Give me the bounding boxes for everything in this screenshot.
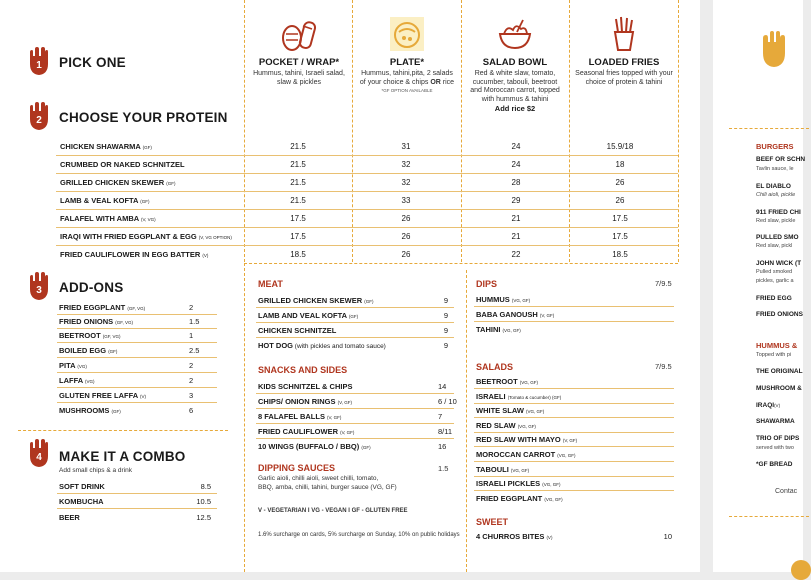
svg-text:2: 2: [36, 115, 42, 126]
column-title: POCKET / WRAP*: [258, 57, 340, 68]
menu-item-desc: Pulled smoked: [756, 269, 793, 275]
menu-item: FRIED EGG: [756, 295, 792, 302]
salad-row: ISRAELI (Tomato & cucumber) (GF): [474, 390, 674, 404]
column-description: Red & white slaw, tomato, cucumber, tabouli, beetroot and Moroccan carrot, topped with hummus & tahini: [470, 70, 560, 103]
menu-item: JOHN WICK (T: [756, 260, 802, 267]
addon-row: GLUTEN FREE LAFFA (V) 3: [57, 389, 217, 403]
column-divider: [678, 0, 679, 262]
column-pocket-wrap: [252, 14, 346, 87]
salad-row: BEETROOT (VG, GF): [474, 375, 674, 389]
salad-row: TABOULI (VG, GF): [474, 463, 674, 477]
combo-subtitle: Add small chips & a drink: [59, 467, 132, 474]
step-2-title: CHOOSE YOUR PROTEIN: [59, 110, 228, 125]
addon-row: BEETROOT (GF, VG) 1: [57, 329, 217, 343]
salad-bowl-icon: [495, 14, 535, 54]
dip-row: TAHINI (VG, GF): [476, 325, 521, 334]
menu-item: *GF BREAD: [756, 461, 793, 468]
menu-item: SHAWARMA: [756, 418, 795, 425]
plate-icon: [387, 14, 427, 54]
column-description: Hummus, tahini,pita, 2 salads of your choice & chips OR rice: [359, 70, 455, 86]
snack-row: 8 FALAFEL BALLS (V, GF) 7: [256, 410, 454, 424]
menu-item-desc: Red slaw, pickl: [756, 243, 793, 249]
menu-item: BEEF OR SCHN: [756, 156, 806, 163]
column-description: Hummus, tahini, Israeli salad, slaw & pickles: [253, 70, 345, 86]
fries-icon: [604, 14, 644, 54]
addon-row: MUSHROOMS (GF) 6: [59, 406, 194, 415]
dips-price: 7/9.5: [655, 279, 672, 288]
step-3-hamsa-icon: [26, 271, 52, 301]
salads-price: 7/9.5: [655, 362, 672, 371]
salad-row: WHITE SLAW (VG, GF): [474, 404, 674, 418]
dipping-description: BBQ, amba, chilli, tahini, burger sauce (VG, GF): [258, 484, 397, 491]
sweet-title: SWEET: [476, 517, 509, 527]
svg-text:3: 3: [36, 285, 42, 296]
section-divider: [18, 430, 228, 431]
column-loaded-fries: [575, 14, 673, 87]
menu-item: THE ORIGINAL: [756, 368, 803, 375]
svg-text:1: 1: [36, 60, 42, 71]
snack-row: 10 WINGS (BUFFALO / BBQ) (GF) 16: [258, 442, 447, 451]
dietary-legend: V - VEGETARIAN I VG - VEGAN I GF - GLUTEN FREE: [258, 508, 408, 514]
dip-row: HUMMUS (VG, GF): [474, 293, 674, 307]
column-plate: [358, 14, 456, 93]
step-1-hamsa-icon: [26, 46, 52, 76]
menu-item-desc: pickles, garlic a: [756, 278, 794, 284]
salads-title: SALADS: [476, 362, 514, 372]
combo-row: BEER 12.5: [59, 513, 211, 522]
column-description: Seasonal fries topped with your choice of protein & tahini: [575, 70, 673, 86]
menu-item: TRIO OF DIPS: [756, 435, 800, 442]
meat-row: GRILLED CHICKEN SKEWER (GF) 9: [256, 294, 454, 308]
step-2-hamsa-icon: [26, 101, 52, 131]
meat-title: MEAT: [258, 279, 283, 289]
snack-row: CHIPS/ ONION RINGS (V, GF) 6 / 10: [256, 395, 454, 409]
protein-row: CHICKEN SHAWARMA (GF) 21.5 31 24 15.9/18: [56, 138, 678, 156]
salad-row: RED SLAW WITH MAYO (V, GF): [474, 433, 674, 447]
meat-row: CHICKEN SCHNITZEL 9: [256, 324, 454, 338]
menu-item-desc: served with two: [756, 445, 794, 451]
hummus-title: HUMMUS &: [756, 341, 798, 350]
salad-row: MOROCCAN CARROT (VG, GF): [474, 448, 674, 462]
combo-row: KOMBUCHA 10.5: [57, 495, 217, 509]
snacks-title: SNACKS AND SIDES: [258, 365, 348, 375]
dipping-title: DIPPING SAUCES: [258, 463, 336, 473]
sweet-row: 4 CHURROS BITES (V) 10: [476, 532, 672, 541]
snack-row: KIDS SCHNITZEL & CHIPS 14: [256, 380, 454, 394]
addon-row: PITA (VG) 2: [57, 359, 217, 373]
protein-row: CRUMBED OR NAKED SCHNITZEL 21.5 32 24 18: [56, 156, 678, 174]
next-menu-page: [713, 0, 806, 572]
decorative-corner: [791, 560, 811, 580]
dipping-description: Garlic aioli, chilli aioli, sweet chilli, tomato,: [258, 475, 379, 482]
meat-row: HOT DOG (with pickles and tomato sauce) 9: [258, 341, 448, 350]
protein-row: LAMB & VEAL KOFTA (GF) 21.5 33 29 26: [56, 192, 678, 210]
step-1-title: PICK ONE: [59, 55, 126, 70]
protein-row: FALAFEL WITH AMBA (V, VG) 17.5 26 21 17.5: [56, 210, 678, 228]
svg-text:4: 4: [36, 452, 42, 463]
menu-item: IRAQI(V): [756, 402, 781, 409]
section-divider: [244, 263, 245, 572]
salad-row: ISRAELI PICKLES (VG, GF): [474, 477, 674, 491]
dip-row: BABA GANOUSH (V, GF): [474, 308, 674, 322]
addon-row: BOILED EGG (GF) 2.5: [57, 344, 217, 358]
step-3-title: ADD-ONS: [59, 280, 124, 295]
dips-title: DIPS: [476, 279, 498, 289]
surcharge-note: 1.6% surcharge on cards, 5% surcharge on Sunday, 10% on public holidays: [258, 532, 460, 538]
addon-row: FRIED ONIONS (GF, VG) 1.5: [57, 315, 217, 329]
menu-item: MUSHROOM &: [756, 385, 802, 392]
protein-row: GRILLED CHICKEN SKEWER (GF) 21.5 32 28 26: [56, 174, 678, 192]
step-4-hamsa-icon: [26, 438, 52, 468]
hummus-subtitle: Topped with pi: [756, 352, 792, 358]
snack-row: FRIED CAULIFLOWER (V, GF) 8/11: [256, 425, 454, 439]
combo-row: SOFT DRINK 8.5: [57, 480, 217, 494]
menu-item-desc: Chili aioli, pickle: [756, 192, 796, 198]
menu-item-desc: Red slaw, pickle: [756, 218, 796, 224]
menu-item: FRIED ONIONS: [756, 311, 803, 318]
column-title: SALAD BOWL: [482, 57, 548, 68]
menu-item: PULLED SMO: [756, 234, 799, 241]
addon-row: LAFFA (VG) 2: [57, 374, 217, 388]
column-title: LOADED FRIES: [588, 57, 660, 68]
section-divider: [244, 263, 678, 264]
salad-row: FRIED EGGPLANT (VG, GF): [476, 494, 563, 503]
page-divider: [729, 128, 809, 129]
protein-row: IRAQI WITH FRIED EGGPLANT & EGG (V, VG OPTION) 17.5 26 21 17.5: [56, 228, 678, 246]
menu-item: EL DIABLO: [756, 183, 791, 190]
burgers-title: BURGERS: [756, 142, 794, 151]
section-divider: [466, 270, 467, 572]
meat-row: LAMB AND VEAL KOFTA (GF) 9: [256, 309, 454, 323]
menu-item: 911 FRIED CHI: [756, 209, 801, 216]
wrap-icon: [279, 14, 319, 54]
column-note: *GF OPTION AVAILABLE: [381, 88, 433, 93]
protein-row: FRIED CAULIFLOWER IN EGG BATTER (V) 18.5 26 22 18.5: [60, 250, 628, 259]
page-divider: [729, 516, 809, 517]
column-salad-bowl: [466, 14, 564, 113]
addon-row: FRIED EGGPLANT (GF, VG) 2: [57, 301, 217, 315]
gold-hamsa-icon: [759, 30, 789, 68]
column-title: PLATE*: [389, 57, 425, 68]
menu-item-desc: Tavlin sauce, le: [756, 166, 794, 172]
salad-row: RED SLAW (VG, GF): [474, 419, 674, 433]
step-4-title: MAKE IT A COMBO: [59, 449, 186, 464]
column-extra: Add rice $2: [494, 104, 536, 113]
dipping-price: 1.5: [438, 464, 449, 473]
contact-text: Contac: [775, 488, 798, 495]
